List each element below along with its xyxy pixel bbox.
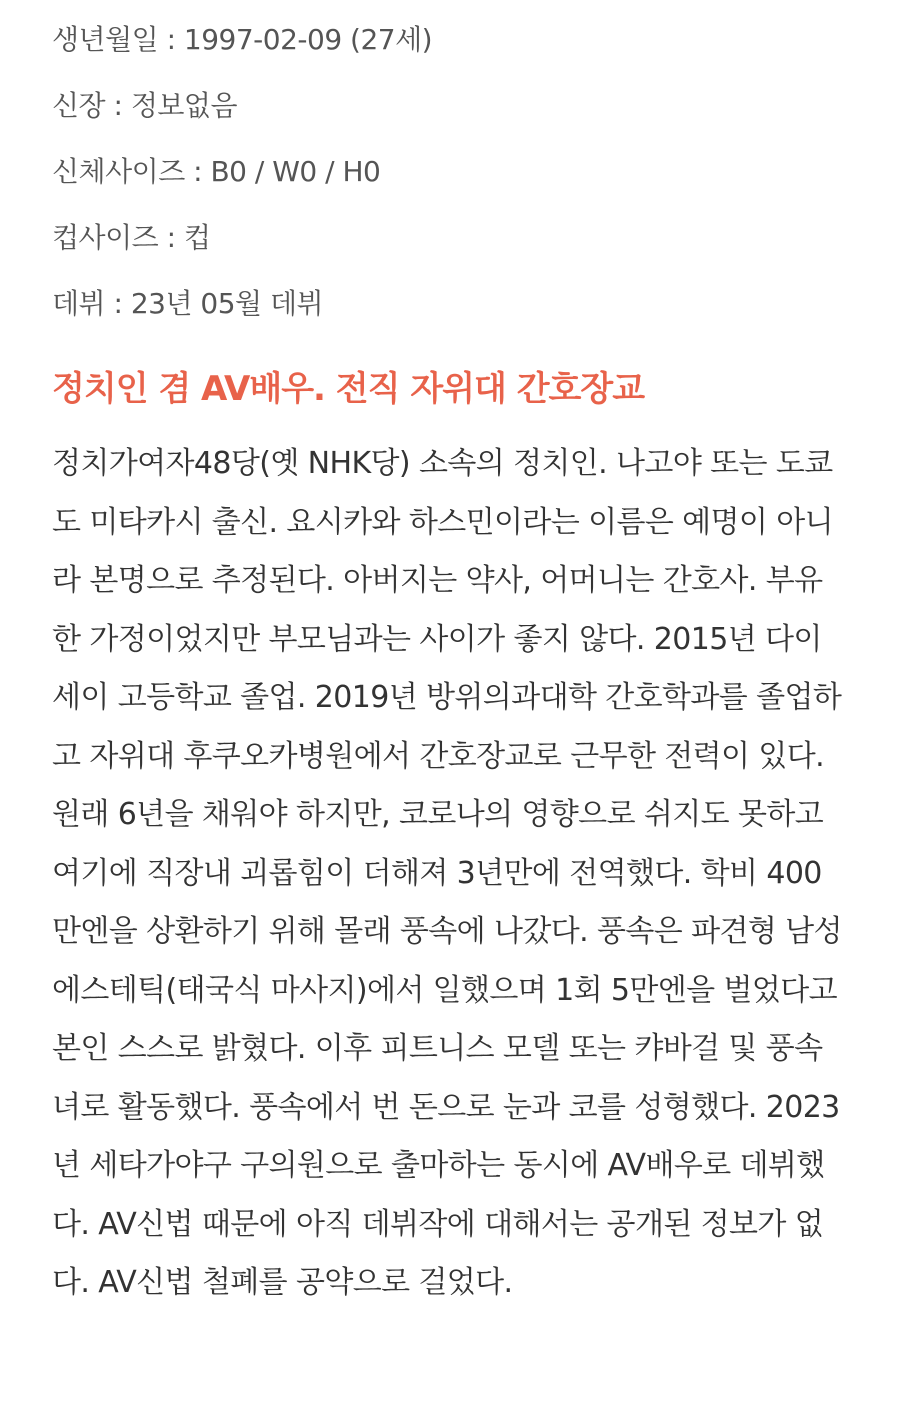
paragraph-line: 세이 고등학교 졸업. 2019년 방위의과대학 간호학과를 졸업하 [52,680,842,715]
paragraph-line: 한 가정이었지만 부모님과는 사이가 좋지 않다. 2015년 다이 [52,621,822,657]
cup-size-row: 컵사이즈 : 컵 [52,221,211,254]
section-title: 정치인 겸 AV배우. 전직 자위대 간호장교 [52,369,645,409]
paragraph-line: 에스테틱(태국식 마사지)에서 일했으며 1회 5만엔을 벌었다고 [52,972,837,1008]
biography-paragraph [52,435,862,1313]
paragraph-line: 본인 스스로 밝혔다. 이후 피트니스 모델 또는 캬바걸 및 풍속 [52,1031,823,1066]
paragraph-line: 원래 6년을 채워야 하지만, 코로나의 영향으로 쉬지도 못하고 [52,797,824,832]
paragraph-line: 다. AV신법 때문에 아직 데뷔작에 대해서는 공개된 정보가 없 [52,1206,824,1242]
paragraph-line: 여기에 직장내 괴롭힘이 더해져 3년만에 전역했다. 학비 400 [52,855,822,891]
paragraph-line: 정치가여자48당(옛 NHK당) 소속의 정치인. 나고야 또는 도쿄 [52,446,833,481]
paragraph-line: 년 세타가야구 구의원으로 출마하는 동시에 AV배우로 데뷔했 [52,1148,825,1183]
paragraph-line: 녀로 활동했다. 풍속에서 번 돈으로 눈과 코를 성형했다. 2023 [52,1089,840,1125]
paragraph-line: 다. AV신법 철폐를 공약으로 걸었다. [52,1265,513,1300]
paragraph-line: 라 본명으로 추정된다. 아버지는 약사, 어머니는 간호사. 부유 [52,563,823,598]
article-content [52,0,862,1313]
paragraph-line: 만엔을 상환하기 위해 몰래 풍속에 나갔다. 풍속은 파견형 남성 [52,914,842,949]
height-row: 신장 : 정보없음 [52,89,238,122]
body-size-row: 신체사이즈 : B0 / W0 / H0 [52,155,381,188]
profile-info-list [52,24,862,320]
debut-row: 데뷔 : 23년 05월 데뷔 [52,287,324,320]
paragraph-line: 고 자위대 후쿠오카병원에서 간호장교로 근무한 전력이 있다. [52,738,825,774]
paragraph-line: 도 미타카시 출신. 요시카와 하스민이라는 이름은 예명이 아니 [52,504,833,540]
birthdate-row: 생년월일 : 1997-02-09 (27세) [52,23,433,56]
